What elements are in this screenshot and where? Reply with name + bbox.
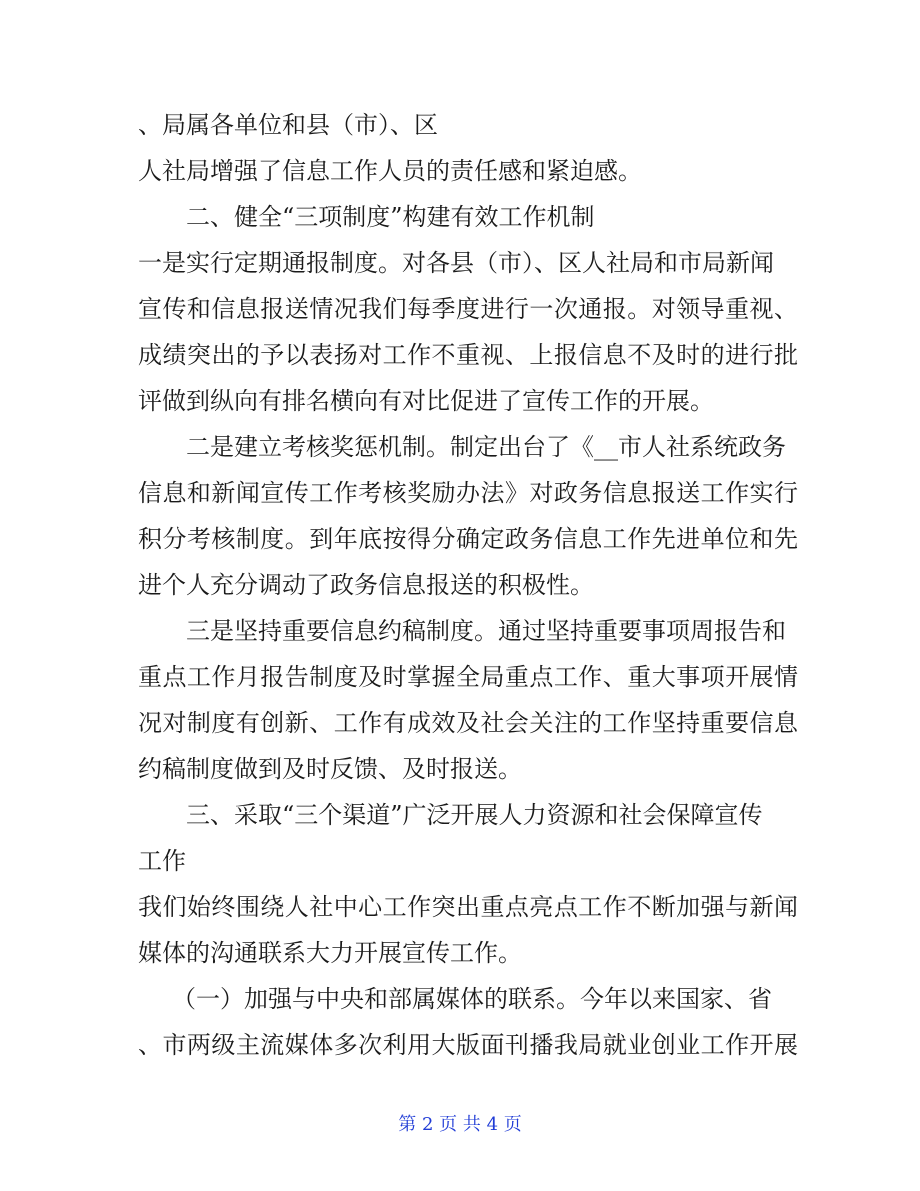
- text-line: 进个人充分调动了政务信息报送的积极性。: [138, 571, 594, 599]
- text-line: 、市两级主流媒体多次利用大版面刊播我局就业创业工作开展: [138, 1031, 798, 1059]
- text-line: 信息和新闻宣传工作考核奖励办法》对政务信息报送工作实行: [138, 479, 798, 507]
- text-line: 媒体的沟通联系大力开展宣传工作。: [138, 939, 522, 967]
- text-line: 积分考核制度。到年底按得分确定政务信息工作先进单位和先: [138, 525, 798, 553]
- text-line: 评做到纵向有排名横向有对比促进了宣传工作的开展。: [138, 387, 714, 415]
- section-heading: 三、采取“三个渠道”广泛开展人力资源和社会保障宣传: [186, 801, 763, 829]
- text-line: 宣传和信息报送情况我们每季度进行一次通报。对领导重视、: [138, 295, 798, 323]
- section-heading-continued: 工作: [138, 847, 186, 875]
- text-line: 、局属各单位和县（市）、区: [138, 111, 438, 139]
- page-number-footer: 第 2 页 共 4 页: [398, 1114, 522, 1135]
- text-line: 重点工作月报告制度及时掌握全局重点工作、重大事项开展情: [138, 663, 798, 691]
- text-line: 一是实行定期通报制度。对各县（市）、区人社局和市局新闻: [138, 249, 774, 277]
- text-line: 成绩突出的予以表扬对工作不重视、上报信息不及时的进行批: [138, 341, 798, 369]
- text-line: 人社局增强了信息工作人员的责任感和紧迫感。: [138, 157, 642, 185]
- text-line: 约稿制度做到及时反馈、及时报送。: [138, 755, 522, 783]
- text-line: 二是建立考核奖惩机制。制定出台了《__市人社系统政务: [186, 433, 786, 461]
- section-heading: 二、健全“三项制度”构建有效工作机制: [186, 203, 595, 231]
- subsection-line: （一）加强与中央和部属媒体的联系。今年以来国家、省: [172, 985, 772, 1013]
- text-line: 况对制度有创新、工作有成效及社会关注的工作坚持重要信息: [138, 709, 798, 737]
- text-line: 三是坚持重要信息约稿制度。通过坚持重要事项周报告和: [186, 617, 786, 645]
- text-line: 我们始终围绕人社中心工作突出重点亮点工作不断加强与新闻: [138, 893, 798, 921]
